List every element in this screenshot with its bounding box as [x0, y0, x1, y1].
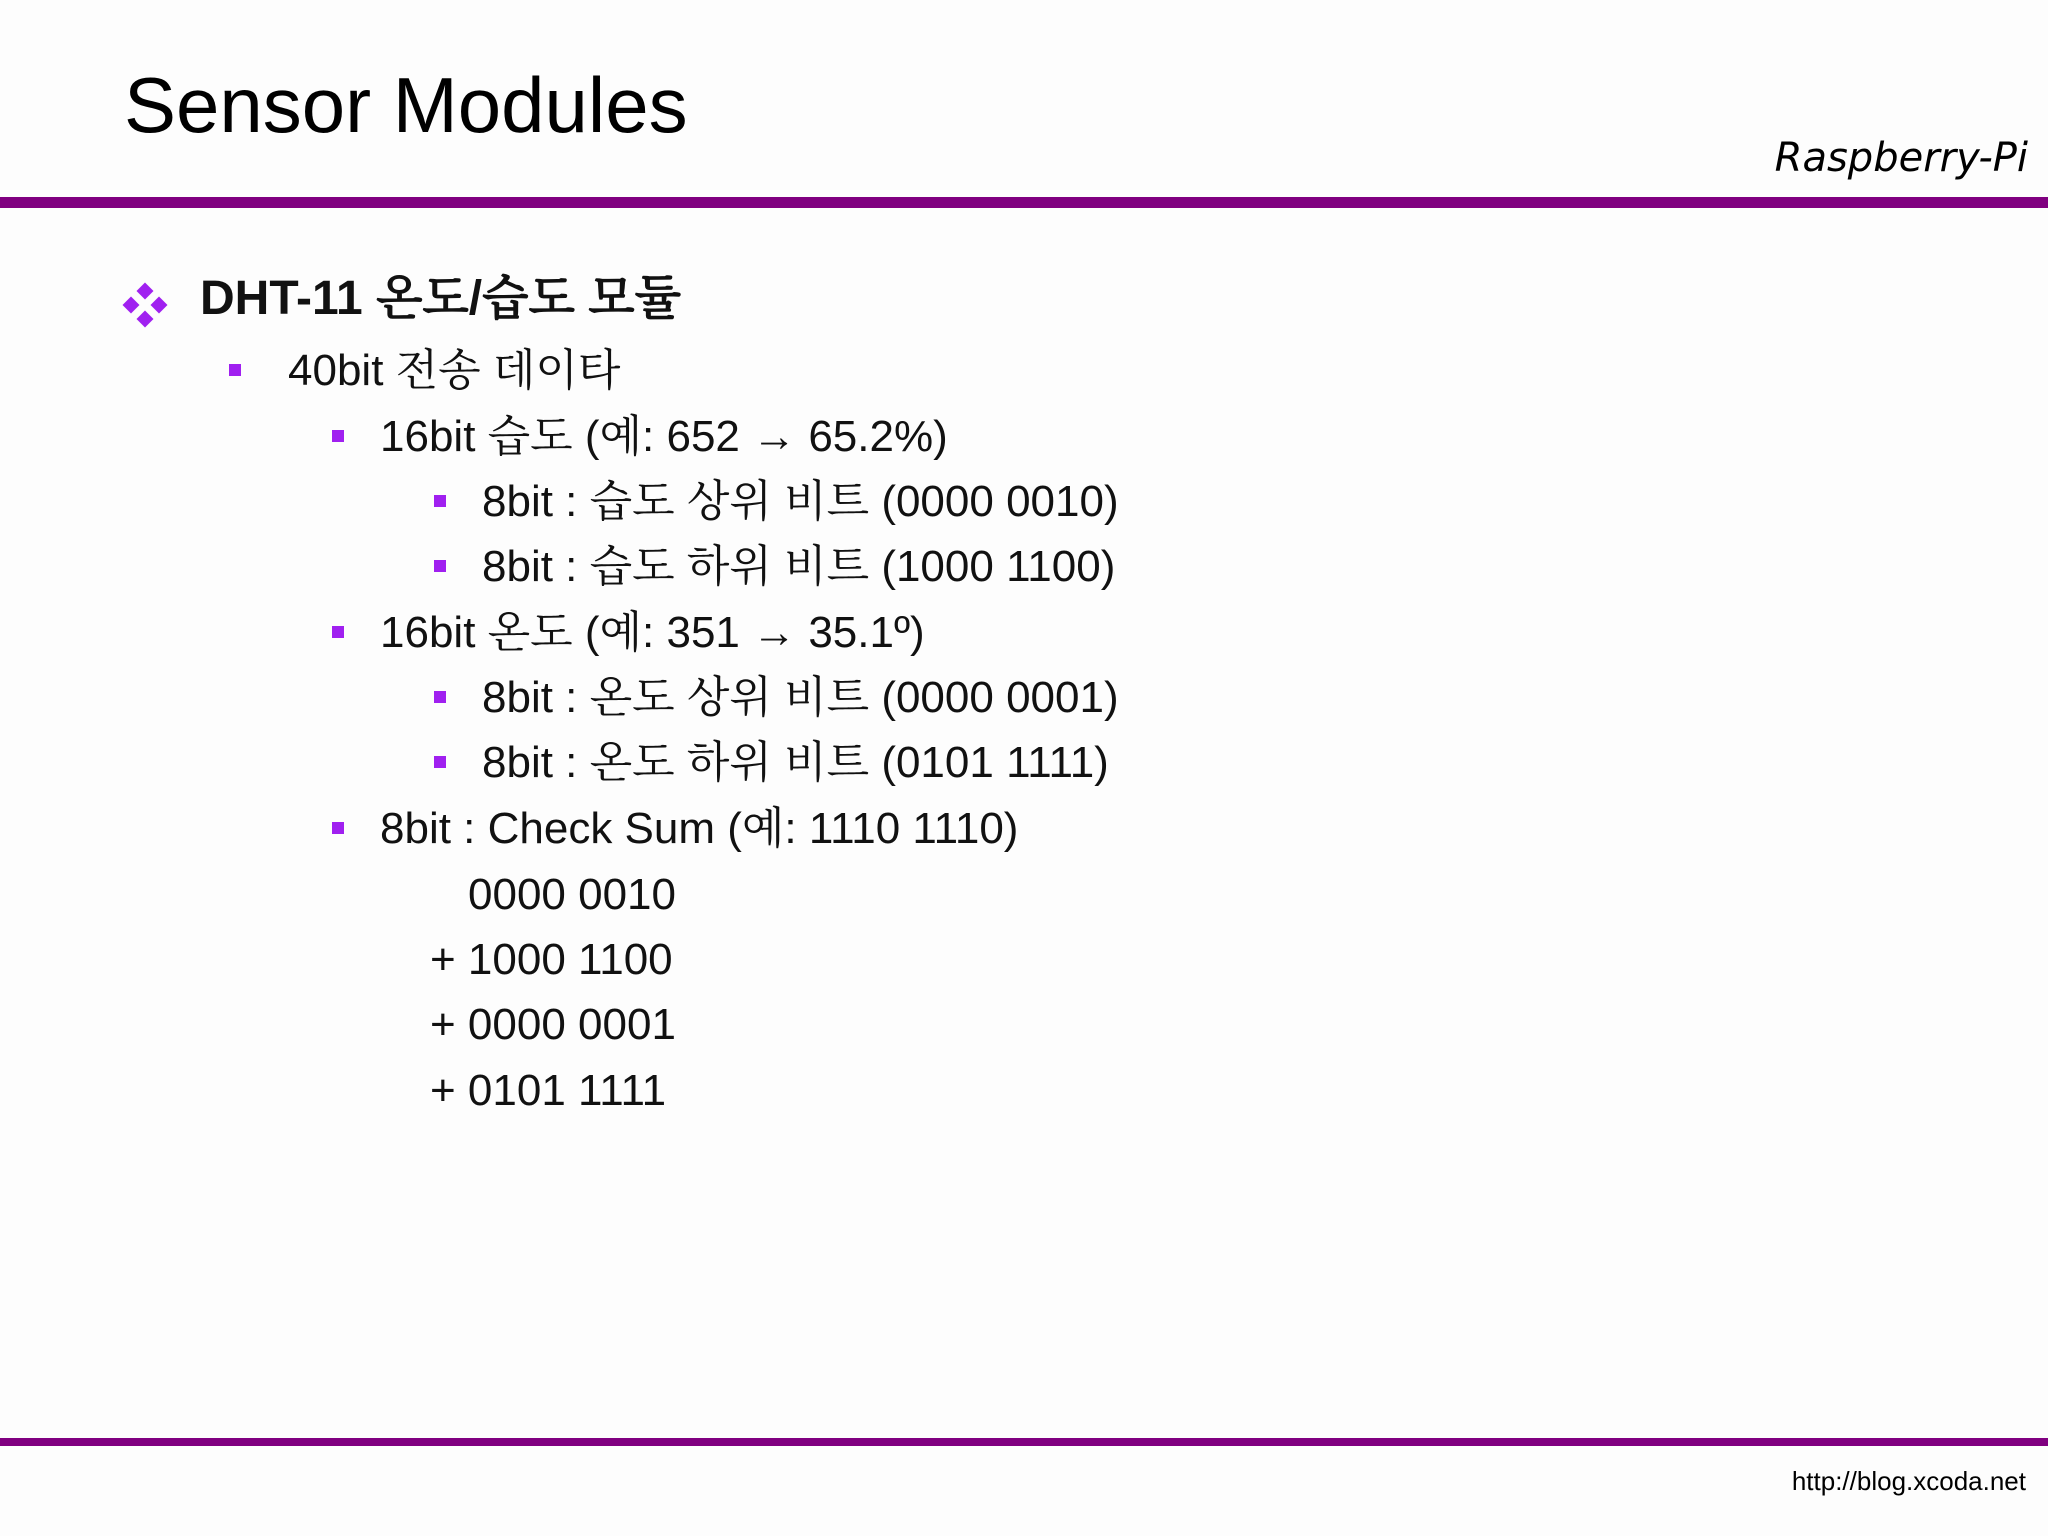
temperature-label: 16bit 온도 (예: 351 → 35.1º) — [380, 608, 925, 657]
bottom-divider — [0, 1438, 2048, 1446]
slide-title: Sensor Modules — [124, 61, 688, 149]
temperature-low-bits: 8bit : 온도 하위 비트 (0101 1111) — [482, 738, 1109, 787]
checksum-sum-line: + 0000 0001 — [430, 1000, 676, 1049]
outline-heading: DHT-11 온도/습도 모듈 — [200, 272, 681, 325]
square-bullet-icon — [434, 756, 446, 768]
purple-diamond-cluster-icon — [124, 284, 166, 326]
square-bullet-icon — [332, 626, 344, 638]
humidity-label: 16bit 습도 (예: 652 → 65.2%) — [380, 412, 948, 461]
outline-level1-text: 40bit 전송 데이타 — [288, 346, 621, 395]
checksum-sum-line: + 0101 1111 — [430, 1066, 667, 1115]
square-bullet-icon — [332, 430, 344, 442]
square-bullet-icon — [229, 364, 241, 376]
square-bullet-icon — [434, 691, 446, 703]
temperature-high-bits: 8bit : 온도 상위 비트 (0000 0001) — [482, 673, 1119, 722]
checksum-label: 8bit : Check Sum (예: 1110 1110) — [380, 804, 1019, 853]
humidity-high-bits: 8bit : 습도 상위 비트 (0000 0010) — [482, 477, 1119, 526]
humidity-low-bits: 8bit : 습도 하위 비트 (1000 1100) — [482, 542, 1116, 591]
square-bullet-icon — [434, 495, 446, 507]
square-bullet-icon — [434, 560, 446, 572]
square-bullet-icon — [332, 822, 344, 834]
checksum-sum-line: 0000 0010 — [468, 870, 676, 919]
checksum-sum-line: + 1000 1100 — [430, 935, 673, 984]
footer-url: http://blog.xcoda.net — [1791, 1466, 2026, 1496]
slide-subtitle: Raspberry-Pi — [1774, 135, 2028, 181]
